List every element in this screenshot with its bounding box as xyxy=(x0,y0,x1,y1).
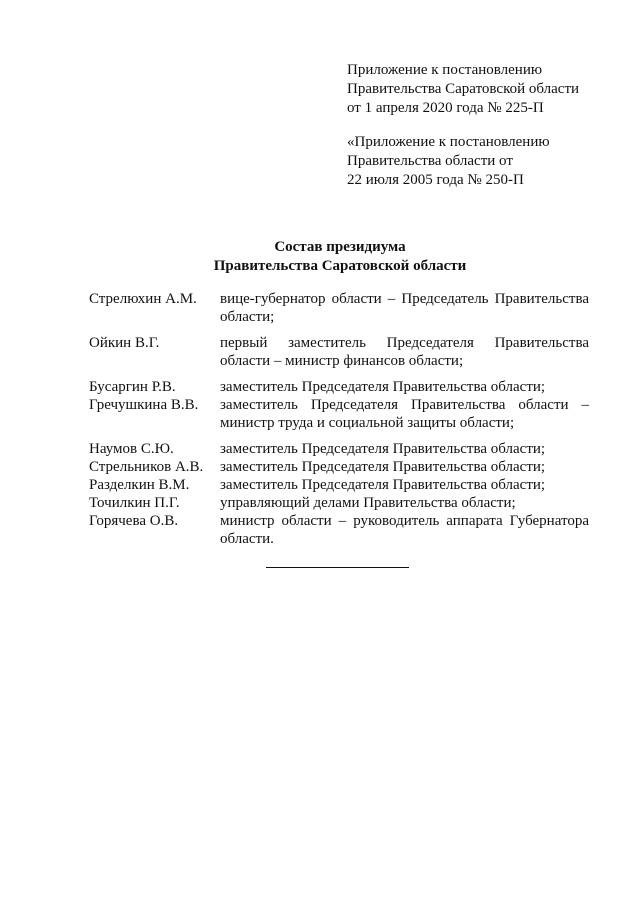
member-role: управляющий делами Правительства области; xyxy=(220,495,516,511)
member-row xyxy=(89,334,589,370)
members-list xyxy=(89,290,589,548)
member-role: первый заместитель Председателя Правительства области – министр финансов области; xyxy=(220,335,589,369)
appendix-line: от 1 апреля 2020 года № 225-П xyxy=(347,100,544,116)
member-role: министр области – руководитель аппарата Губернатора области. xyxy=(220,513,589,547)
closing-divider xyxy=(266,567,409,568)
member-role: заместитель Председателя Правительства области; xyxy=(220,459,546,475)
member-row xyxy=(89,458,589,476)
member-name: Стрелюхин А.М. xyxy=(89,291,197,307)
appendix-line: Правительства области от xyxy=(347,153,513,169)
title-line-2: Правительства Саратовской области xyxy=(213,258,467,274)
title-line-1: Состав президиума xyxy=(274,239,406,255)
member-role: заместитель Председателя Правительства области; xyxy=(220,379,546,395)
member-name: Бусаргин Р.В. xyxy=(89,379,176,395)
member-name: Гречушкина В.В. xyxy=(89,397,199,413)
appendix-line: 22 июля 2005 года № 250-П xyxy=(347,172,524,188)
member-name: Разделкин В.М. xyxy=(89,477,190,493)
member-role: заместитель Председателя Правительства области; xyxy=(220,441,546,457)
appendix-reference-original xyxy=(347,133,550,190)
appendix-line: Правительства Саратовской области xyxy=(347,81,580,97)
member-row xyxy=(89,396,589,432)
member-name: Наумов С.Ю. xyxy=(89,441,174,457)
appendix-line: Приложение к постановлению xyxy=(347,62,543,78)
member-row xyxy=(89,290,589,326)
member-row xyxy=(89,378,589,396)
appendix-line: «Приложение к постановлению xyxy=(347,134,550,150)
member-row xyxy=(89,494,589,512)
member-name: Стрельников А.В. xyxy=(89,459,204,475)
member-row xyxy=(89,476,589,494)
member-name: Ойкин В.Г. xyxy=(89,335,160,351)
member-row xyxy=(89,440,589,458)
appendix-reference-current xyxy=(347,61,579,118)
member-role: вице-губернатор области – Председатель Правительства области; xyxy=(220,291,589,325)
member-name: Горячева О.В. xyxy=(89,513,179,529)
member-role: заместитель Председателя Правительства области; xyxy=(220,477,546,493)
member-name: Точилкин П.Г. xyxy=(89,495,180,511)
member-role: заместитель Председателя Правительства области – министр труда и социальной защиты области; xyxy=(220,397,589,431)
member-row xyxy=(89,512,589,548)
document-title xyxy=(0,238,640,276)
